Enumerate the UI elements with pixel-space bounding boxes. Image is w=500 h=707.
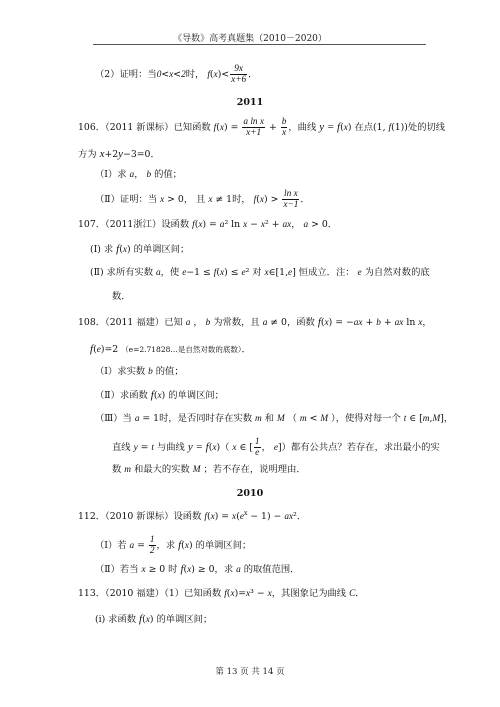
q108-cond: f(e)=2 （e=2.71828…是自然对数的底数）． [90,343,251,355]
q106-part1: （Ⅰ）求 a， b 的值； [95,169,182,180]
q108-head: 108．（2011 福建）已知 a ， b 为常数，且 a ≠ 0，函数 f(x) = −ax + b + ax ln x， [78,316,432,328]
q107-head: 107．（2011浙江）设函数 f(x) = a² ln x − x² + ax， a > 0． [78,219,338,230]
page-header: 《导数》高考真题集（2010－2020） [173,34,327,44]
q106-cont: 方为 x+2y−3=0． [78,148,160,160]
q107-part2-cont: 数． [112,291,131,302]
q112-part2: （Ⅱ）若当 x ≥ 0 时 f(x) ≥ 0，求 a 的取值范围． [95,563,300,575]
q106-part2: （Ⅱ）证明：当 x > 0， 且 x ≠ 1时， f(x) > $\frac{\text{ln x}}{x-1}$ ． [95,189,310,210]
q108-part3-cont2: 数 m 和最大的实数 M ；若不存在，说明理由． [112,464,306,475]
q107-part1: (Ⅰ) 求 f(x) 的单调区间； [90,243,190,255]
year-heading-2011: 2011 [236,97,264,108]
q108-part3-cont: 直线 y = t 与曲线 y = f(x)（ x ∈ [ $\frac{1}{e}$ ， e]）都有公共点？若存在，求出最小的实 [112,437,440,458]
year-heading-2010: 2010 [236,488,264,499]
q113-head: 113．（2010 福建）（1）已知函数 f(x)=x³ − x，其图象记为曲线 C． [78,588,365,599]
header-divider [93,44,426,45]
q108-part2: （Ⅱ）求函数 f(x) 的单调区间； [95,389,224,401]
page-footer: 第 13 页 共 14 页 [215,667,285,677]
q107-part2: (Ⅱ) 求所有实数 a，使 e−1 ≤ f(x) ≤ e² 对 x∈[1,e] 恒成立．注： e 为自然对数的底 [90,267,430,278]
q105-part2: （2）证明：当0<x<2时， f(x)< $\frac{9x}{x+6}$ ． [95,64,258,85]
q113-part1: (i) 求函数 f(x) 的单调区间； [95,613,213,625]
q108-part3: （Ⅲ）当 a = 1时，是否同时存在实数 m 和 M （ m < M ），使得对每一个 t ∈ [m,M]， [95,413,454,424]
q106-head: 106．（2011 新课标）已知函数 f(x) = $\frac{\text{a ln x}}{x+1}$ + $\frac{b}{x}$ ，曲线 y = f(x) 在点(1, f(1))处的切线 [78,117,446,138]
q112-part1: （Ⅰ）若 a = $\frac{1}{2}$ ，求 f(x) 的单调区间； [95,535,252,556]
q112-head: 112．（2010 新课标）设函数 $f(x) = x(e^x - 1) - ax^2$． [78,510,307,523]
q108-part1: （Ⅰ）求实数 b 的值； [95,366,184,377]
